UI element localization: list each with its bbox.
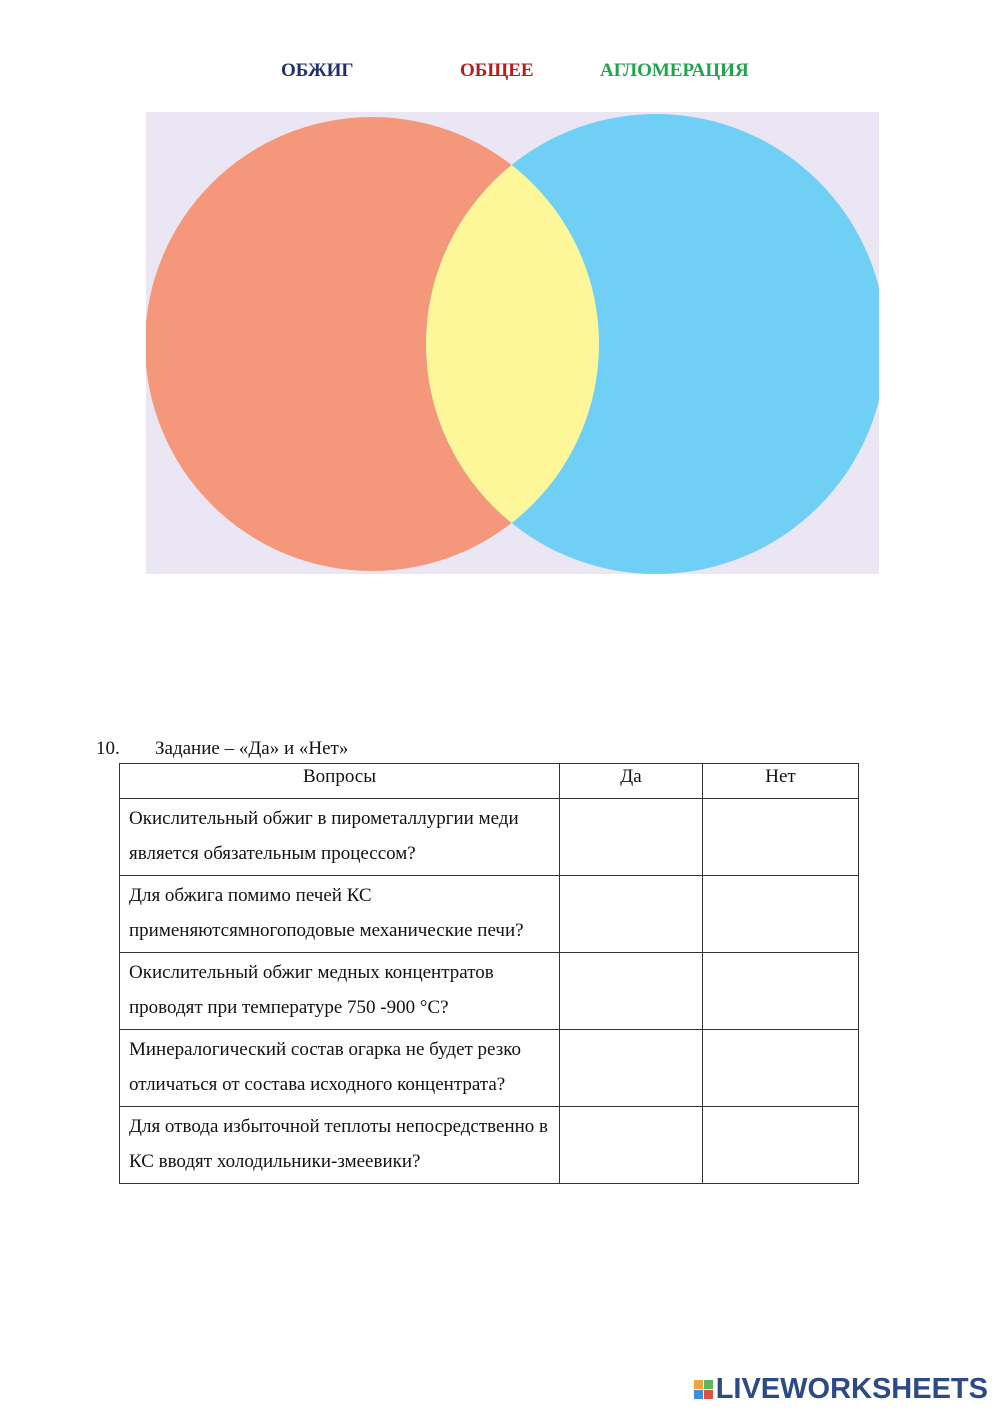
answer-no-cell[interactable] xyxy=(703,1030,859,1107)
question-cell: Для обжига помимо печей КС применяютсямногоподовые механические печи? xyxy=(120,876,560,953)
venn-right-label: АГЛОМЕРАЦИЯ xyxy=(600,60,749,81)
answer-no-cell[interactable] xyxy=(703,1107,859,1184)
question-cell: Для отвода избыточной теплоты непосредственно в КС вводят холодильники-змеевики? xyxy=(120,1107,560,1184)
table-row xyxy=(120,799,859,876)
answer-yes-cell[interactable] xyxy=(560,953,703,1030)
task-number: 10. xyxy=(96,738,120,759)
header-questions: Вопросы xyxy=(120,764,560,799)
table-row xyxy=(120,1030,859,1107)
venn-left-label: ОБЖИГ xyxy=(281,60,354,81)
answer-yes-cell[interactable] xyxy=(560,1030,703,1107)
venn-middle-label: ОБЩЕЕ xyxy=(460,60,534,81)
yes-no-table xyxy=(119,763,859,1184)
answer-no-cell[interactable] xyxy=(703,799,859,876)
answer-no-cell[interactable] xyxy=(703,953,859,1030)
answer-yes-cell[interactable] xyxy=(560,876,703,953)
table-header-row xyxy=(120,764,859,799)
question-cell: Окислительный обжиг в пирометаллургии меди является обязательным процессом? xyxy=(120,799,560,876)
table-row xyxy=(120,953,859,1030)
header-no: Нет xyxy=(703,764,859,799)
logo-cube-icon xyxy=(694,1380,713,1399)
logo-text: LIVEWORKSHEETS xyxy=(715,1372,988,1405)
answer-no-cell[interactable] xyxy=(703,876,859,953)
liveworksheets-logo[interactable] xyxy=(694,1372,988,1406)
answer-yes-cell[interactable] xyxy=(560,799,703,876)
task-title: Задание – «Да» и «Нет» xyxy=(155,738,349,759)
header-yes: Да xyxy=(560,764,703,799)
table-row xyxy=(120,1107,859,1184)
answer-yes-cell[interactable] xyxy=(560,1107,703,1184)
question-cell: Минералогический состав огарка не будет резко отличаться от состава исходного концентрата? xyxy=(120,1030,560,1107)
venn-diagram xyxy=(146,112,879,574)
question-cell: Окислительный обжиг медных концентратов проводят при температуре 750 -900 °С? xyxy=(120,953,560,1030)
table-row xyxy=(120,876,859,953)
